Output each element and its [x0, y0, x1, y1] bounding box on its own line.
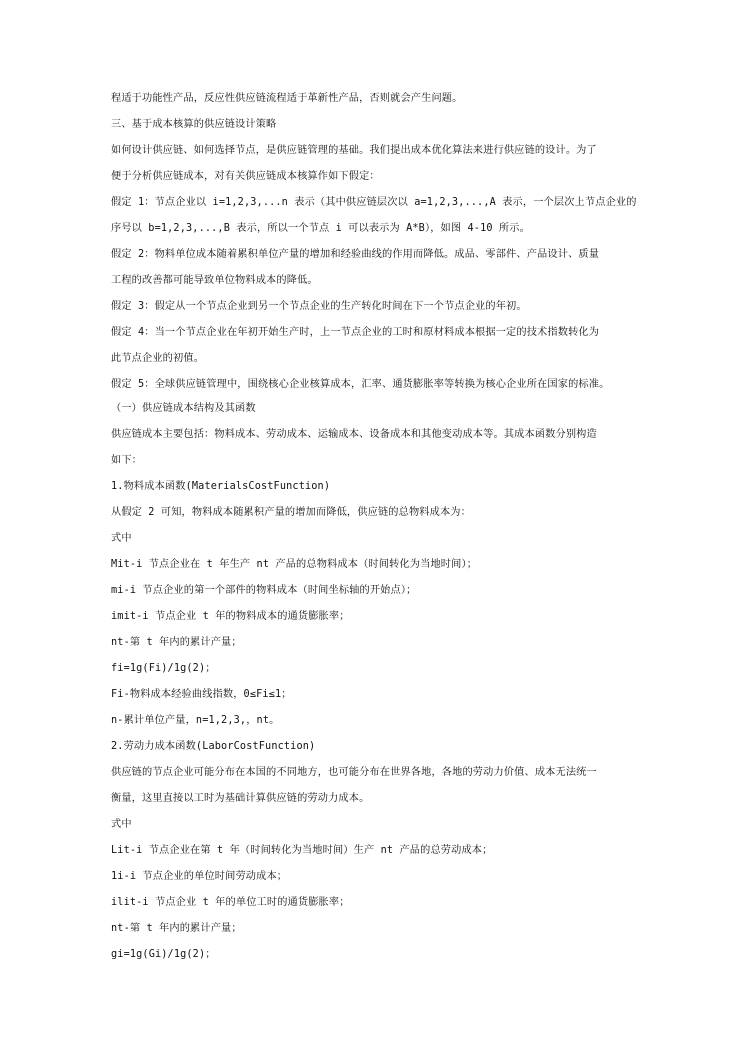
- subsection-heading: （一）供应链成本结构及其函数: [111, 403, 256, 414]
- text-line: 序号以 b=1,2,3,...,B 表示，所以一个节点 i 可以表示为 A*B），如图 4-10 所示。: [111, 223, 530, 234]
- definition-line: nt-第 t 年内的累计产量；: [111, 637, 242, 648]
- definition-line: mi-i 节点企业的第一个部件的物料成本（时间坐标轴的开始点）；: [111, 585, 417, 596]
- text-line: 供应链成本主要包括：物料成本、劳动成本、运输成本、设备成本和其他变动成本等。其成本函数分别构造: [111, 429, 597, 440]
- text-line: 式中: [111, 819, 132, 830]
- text-line: 供应链的节点企业可能分布在本国的不同地方，也可能分布在世界各地，各地的劳动力价值、成本无法统一: [111, 767, 597, 778]
- formula-line: fi=1g(Fi)/1g(2)；: [111, 663, 216, 674]
- text-line: 假定 4：当一个节点企业在年初开始生产时，上一节点企业的工时和原材料成本根据一定的技术指数转化为: [111, 327, 600, 338]
- formula-line: gi=1g(Gi)/1g(2)；: [111, 949, 216, 960]
- function-heading: 2.劳动力成本函数(LaborCostFunction): [111, 741, 316, 752]
- definition-line: ilit-i 节点企业 t 年的单位工时的通货膨胀率；: [111, 897, 350, 908]
- text-line: 此节点企业的初值。: [111, 353, 205, 364]
- text-line: 假定 3：假定从一个节点企业到另一个节点企业的生产转化时间在下一个节点企业的年初。: [111, 301, 527, 312]
- text-line: 如下：: [111, 455, 143, 466]
- definition-line: 1i-i 节点企业的单位时间劳动成本；: [111, 871, 288, 882]
- text-line: 假定 1：节点企业以 i=1,2,3,...n 表示（其中供应链层次以 a=1,2,3,...,A 表示，一个层次上节点企业的: [111, 197, 637, 208]
- document-body: [111, 92, 641, 974]
- definition-line: nt-第 t 年内的累计产量；: [111, 923, 242, 934]
- text-line: 工程的改善都可能导致单位物料成本的降低。: [111, 275, 318, 286]
- text-line: 式中: [111, 533, 132, 544]
- section-heading: 三、基于成本核算的供应链设计策略: [111, 119, 277, 130]
- definition-line: n-累计单位产量，n=1,2,3,，nt。: [111, 715, 280, 726]
- text-line: 如何设计供应链、如何选择节点，是供应链管理的基础。我们提出成本优化算法来进行供应链的设计。为了: [111, 145, 597, 156]
- text-line: 从假定 2 可知，物料成本随累积产量的增加而降低，供应链的总物料成本为：: [111, 507, 471, 518]
- text-line: 便于分析供应链成本，对有关供应链成本核算作如下假定：: [111, 171, 380, 182]
- text-line: 假定 2：物料单位成本随着累积单位产量的增加和经验曲线的作用而降低。成品、零部件、产品设计、质量: [111, 249, 600, 260]
- text-line: 衡量，这里直接以工时为基础计算供应链的劳动力成本。: [111, 793, 370, 804]
- text-line: 程适于功能性产品，反应性供应链流程适于革新性产品，否则就会产生问题。: [111, 93, 463, 104]
- text-line: 假定 5：全球供应链管理中，围绕核心企业核算成本，汇率、通货膨胀率等转换为核心企业所在国家的标准。: [111, 379, 610, 390]
- definition-line: Lit-i 节点企业在第 t 年（时间转化为当地时间）生产 nt 产品的总劳动成本；: [111, 845, 493, 856]
- definition-line: Mit-i 节点企业在 t 年生产 nt 产品的总物料成本（时间转化为当地时间）；: [111, 559, 478, 570]
- function-heading: 1.物料成本函数(MaterialsCostFunction): [111, 481, 331, 492]
- definition-line: imit-i 节点企业 t 年的物料成本的通货膨胀率；: [111, 611, 350, 622]
- definition-line: Fi-物料成本经验曲线指数，0≤Fi≤1；: [111, 689, 292, 700]
